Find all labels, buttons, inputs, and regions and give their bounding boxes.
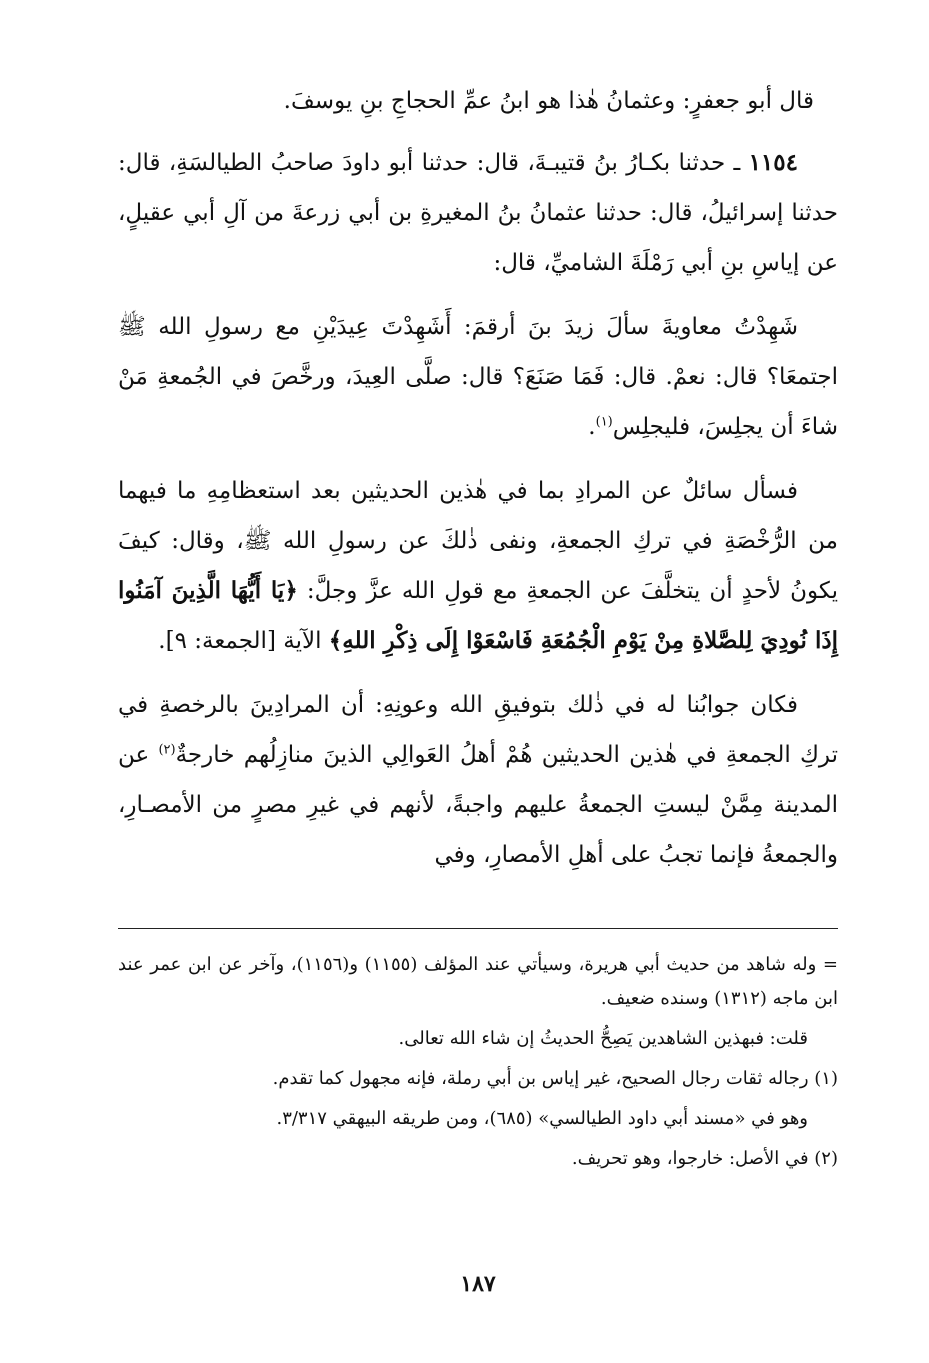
paragraph-answer: [118, 680, 838, 880]
answer-text-b: عن المدينة مِمَّنْ ليستِ الجمعةُ عليهم واجبةً، لأنهم في غيرِ مصرٍ من الأمصـارِ، والجمعةُ فإنما تجبُ على أهلِ الأمصارِ، وفي: [118, 742, 838, 868]
footnote-continuation: [118, 948, 838, 1016]
footnote-1: [118, 1062, 838, 1096]
book-page: [118, 76, 838, 1316]
footnote-text: (٢) في الأصل: خارجوا، وهو تحريف.: [571, 1148, 838, 1169]
page-number: ١٨٧: [460, 1271, 496, 1297]
hadith-number: ١١٥٤: [748, 149, 798, 176]
footnote-text: = وله شاهد من حديث أبي هريرة، وسيأتي عند المؤلف (١١٥٥) و(١١٥٦)، وآخر عن ابن عمر عند ابن ماجه (١٣١٢) وسنده ضعيف.: [118, 954, 838, 1009]
footnote-2: [118, 1142, 838, 1176]
answer-text-a: فكان جوابُنا له في ذٰلك بتوفيقِ الله وعونِهِ: أن المرادِينَ بالرخصةِ في تركِ الجمعةِ في هٰذين الحديثين هُمْ أهلُ العَوالِي الذينَ منازِلُهم خارجةٌ: [118, 692, 838, 768]
verse-reference: الآية [الجمعة: ٩].: [158, 628, 329, 654]
paragraph-hadith-matn: [118, 302, 838, 452]
footnote-text: وهو في «مسند أبي داود الطيالسي» (٦٨٥)، ومن طريقه البيهقي ٣/٣١٧.: [276, 1108, 808, 1129]
footnote-continuation-note: [118, 1022, 838, 1056]
footnotes: [118, 948, 838, 1182]
footnote-ref-2: (٢): [158, 742, 176, 758]
hadith-matn-text: شَهِدْتُ معاويةَ سألَ زيدَ بنَ أرقمَ: أَشَهِدْتَ عِيدَيْنِ مع رسولِ الله ﷺ اجتمعَا؟ قال: نعمْ. قال: فَمَا صَنَعَ؟ قال: صلَّى العِيدَ، ورخَّصَ في الجُمعةِ مَنْ شاءَ أن يجلِسَ، فليجلِس: [118, 314, 838, 440]
footnote-text: قلت: فبهذين الشاهدين يَصِحُّ الحديثُ إن شاء الله تعالى.: [398, 1028, 808, 1049]
paragraph-hadith-1154: [118, 138, 838, 288]
question-text: فسأل سائلٌ عن المرادِ بما في هٰذين الحديثين بعد استعظامِهِ ما فيهما من الرُّخْصَةِ في تركِ الجمعةِ، ونفى ذٰلكَ عن رسولِ الله ﷺ، وقال: كيفَ يكونُ لأحدٍ أن يتخلَّفَ عن الجمعةِ مع قولِ الله عزَّ وجلَّ:: [118, 478, 838, 604]
paragraph-abu-jafar: [118, 76, 838, 126]
quran-verse: ﴿يَا أَيُّهَا الَّذِينَ آمَنُوا إِذَا نُودِيَ لِلصَّلاةِ مِنْ يَوْمِ الْجُمُعَةِ فَاسْعَوْا إِلَى ذِكْرِ اللهِ﴾: [118, 577, 838, 654]
footnote-text: (١) رجاله ثقات رجال الصحيح، غير إياس بن أبي رملة، فإنه مجهول كما تقدم.: [272, 1068, 838, 1089]
paragraph-question: [118, 466, 838, 666]
footnote-ref-1: (١): [595, 414, 613, 430]
footnote-1-note: [118, 1102, 838, 1136]
hadith-chain-text: ـ حدثنا بكـارُ بنُ قتيبـةَ، قال: حدثنا أبو داودَ صاحبُ الطيالسَةِ، قال: حدثنا إسرائيلُ، قال: حدثنا عثمانُ بنُ المغيرةِ بن أبي زرعةَ من آلِ أبي عقيلٍ، عن إياسِ بنِ أبي رَمْلَةَ الشاميِّ، قال:: [118, 150, 838, 276]
footnote-divider: [118, 928, 838, 929]
punctuation: .: [588, 414, 596, 440]
paragraph-text: قال أبو جعفرٍ: وعثمانُ هٰذا هو ابنُ عمِّ الحجاجِ بنِ يوسفَ.: [283, 88, 814, 114]
main-text: [118, 76, 838, 880]
